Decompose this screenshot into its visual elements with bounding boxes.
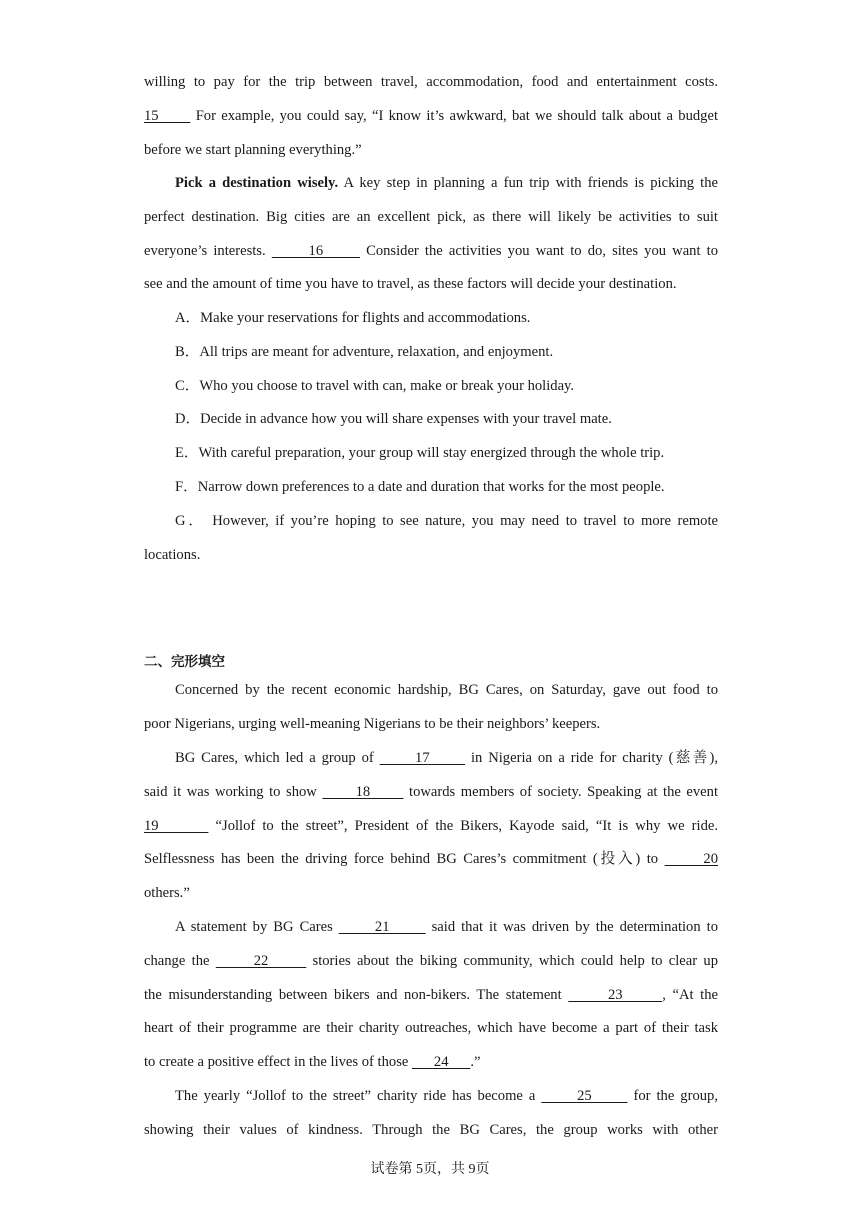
text: “Jollof to the street”, President of the Bikers, Kayode said, “It is why we ride. [208,817,719,834]
text: before we start planning everything.” [144,141,362,158]
text: The yearly “Jollof to the street” charity ride has become a [175,1088,542,1104]
text-line [144,1012,718,1046]
text: others.” [144,885,190,902]
cloze-heading: 二、完形填空 [144,654,225,670]
text: poor Nigerians, urging well-meaning Nigerians to be their neighbors’ keepers. [144,715,601,732]
blank-23[interactable]: 23 [568,986,663,1003]
blank-21[interactable]: 21 [338,919,426,935]
text: everyone’s interests. [144,242,272,259]
option-b: B．All trips are meant for adventure, relaxation, and enjoyment. [175,343,554,360]
option-d: D．Decide in advance how you will share expenses with your travel mate. [175,411,612,428]
text: G． However, if you’re hoping to see nature, you may need to travel to more remote [175,512,718,529]
option-f: F．Narrow down preferences to a date and duration that works for the most people. [175,478,665,495]
text: heart of their programme are their charity outreaches, which have become a part of their task [144,1020,718,1037]
option-g-continued: locations. [144,546,201,563]
blank-16[interactable]: 16 [271,242,360,259]
option-g [144,505,718,539]
text: perfect destination. Big cities are an excellent pick, as there will likely be activities to suit [144,208,718,225]
bold-lead: Pick a destination wisely. [175,175,339,191]
text: for the group, [627,1088,718,1104]
blank-19[interactable]: 19 [144,817,209,834]
text-line [144,843,718,877]
text: BG Cares, which led a group of [175,750,380,766]
cloze-paragraph-4 [144,1080,718,1148]
text: said it was working to show [144,783,323,800]
text: For example, you could say, “I know it’s awkward, bat we should talk about a budget [190,107,718,124]
blank-15[interactable]: 15 [144,107,191,124]
text: showing their values of kindness. Through the BG Cares, the group works with other [144,1121,718,1138]
text: change the [144,952,216,969]
blank-20[interactable]: 20 [664,851,718,868]
text-line [144,810,718,844]
blank-17[interactable]: 17 [379,750,466,766]
text-line [144,100,718,134]
cloze-paragraph-3 [144,911,718,1080]
reading-paragraph-budget [144,66,718,167]
text: A key step in planning a fun trip with friends is picking the [338,175,718,191]
text: see and the amount of time you have to travel, as these factors will decide your destination. [144,276,677,293]
text: , “At the [662,986,718,1003]
text-line [144,1080,718,1114]
cloze-paragraph-1 [144,674,718,742]
text-line [144,167,718,201]
text-line [144,66,718,100]
text-line [144,911,718,945]
text-line [144,776,718,810]
reading-paragraph-destination [144,167,718,302]
text: towards members of society. Speaking at the event [403,783,718,800]
text: Consider the activities you want to do, sites you want to [359,242,719,259]
text-line [144,1046,718,1080]
blank-24[interactable]: 24 [412,1054,471,1071]
text-line [144,945,718,979]
text: Concerned by the recent economic hardship, BG Cares, on Saturday, gave out food to [175,682,718,698]
text: A statement by BG Cares [175,919,339,935]
text: in Nigeria on a ride for charity (慈善), [465,750,718,766]
text-line [144,742,718,776]
text-line [144,674,718,708]
text: to create a positive effect in the lives of those [144,1054,412,1071]
text-line [144,201,718,235]
text: .” [470,1054,481,1071]
cloze-paragraph-2 [144,742,718,911]
page-footer: 试卷第 5页，共 9页 [370,1162,490,1177]
blank-25[interactable]: 25 [541,1088,628,1104]
text-line [144,134,718,168]
text-line [144,268,718,302]
text-line [144,708,718,742]
option-a: A．Make your reservations for flights and accommodations. [175,310,531,326]
blank-22[interactable]: 22 [215,952,307,969]
text-line [144,1114,718,1148]
option-list [144,302,718,572]
text: stories about the biking community, which could help to clear up [306,952,719,969]
text-line [144,235,718,269]
text: the misunderstanding between bikers and non-bikers. The statement [144,986,569,1003]
text: willing to pay for the trip between travel, accommodation, food and entertainment costs. [144,74,718,90]
text: Selflessness has been the driving force behind BG Cares’s commitment (投入) to [144,851,665,868]
text-line [144,877,718,911]
text-line [144,979,718,1013]
option-e: E．With careful preparation, your group will stay energized through the whole trip. [175,445,665,462]
option-c: C．Who you choose to travel with can, make or break your holiday. [175,377,575,394]
text: said that it was driven by the determination to [425,919,719,935]
blank-18[interactable]: 18 [322,783,404,800]
